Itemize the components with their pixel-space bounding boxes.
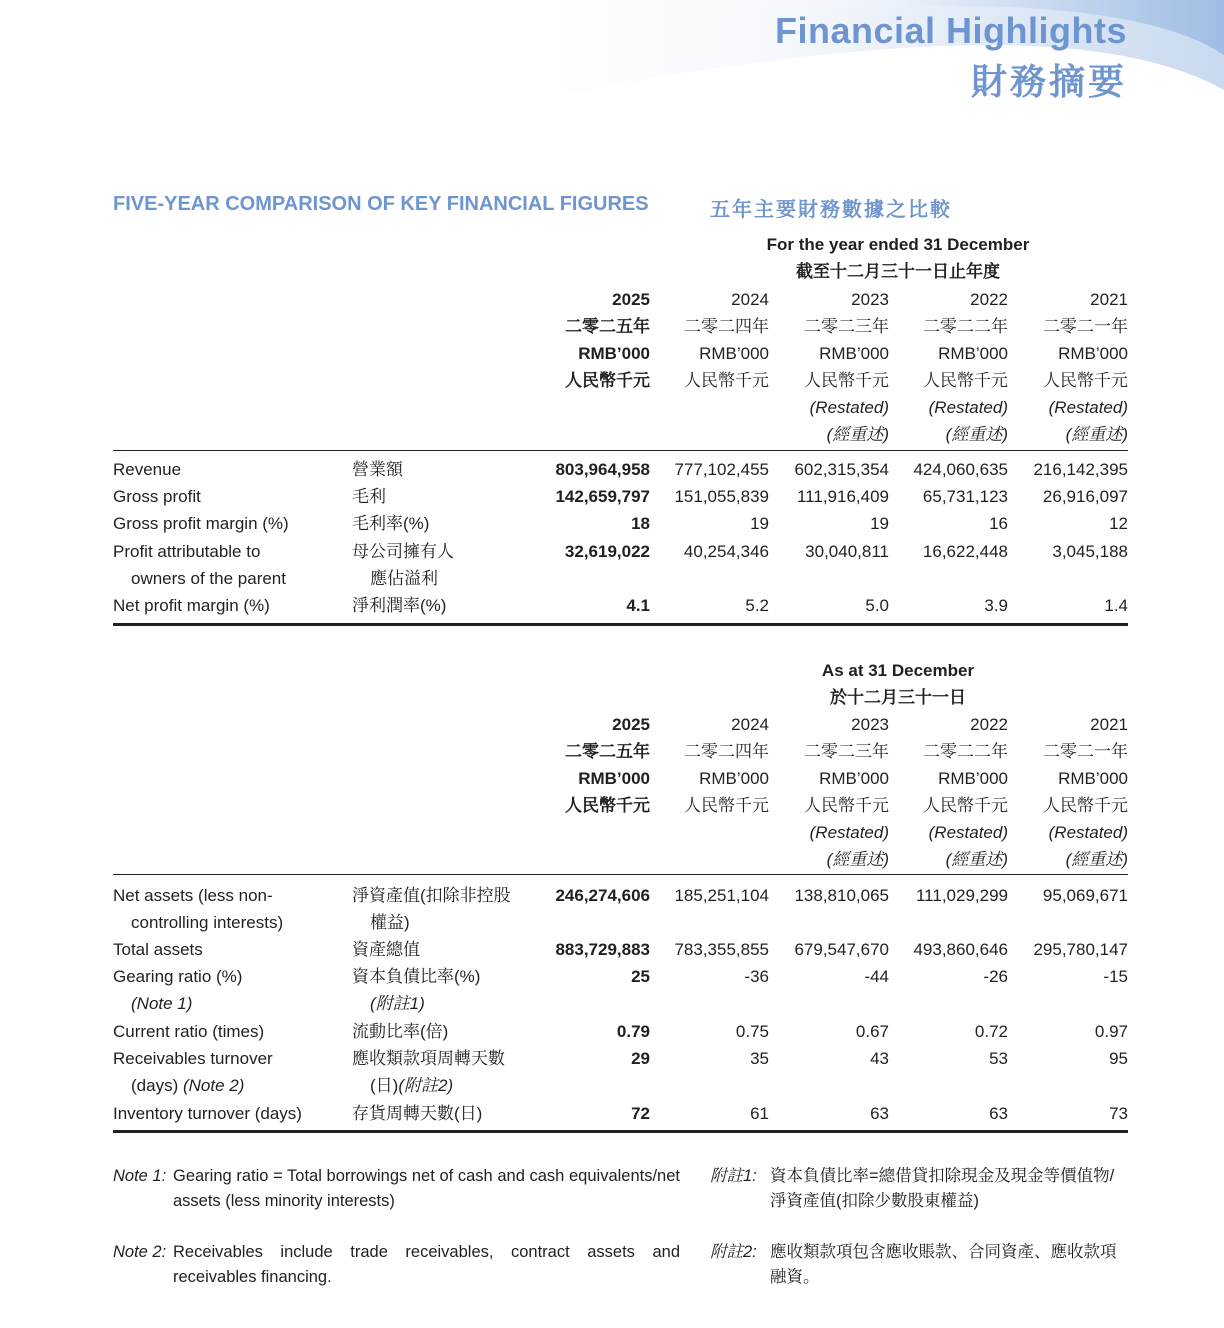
row-label-zh xyxy=(352,483,537,510)
row-label-zh xyxy=(352,538,537,592)
cell-value-2021: 95,069,671 xyxy=(1042,886,1128,905)
cell-value-2023: 30,040,811 xyxy=(805,542,889,561)
row-label-en xyxy=(113,1018,343,1045)
column-header-2023 xyxy=(770,286,889,448)
page-title-zh: 財務摘要 xyxy=(970,61,1127,102)
cell-value-2023: 0.67 xyxy=(855,1022,889,1041)
cell-value-2025: 142,659,797 xyxy=(555,487,650,506)
header-year-zh: 二零二四年 xyxy=(684,742,769,761)
page-title-en: Financial Highlights xyxy=(774,10,1127,51)
header-note-zh xyxy=(650,846,769,873)
note-text: Receivables include trade receivables, contract assets and receivables financing. xyxy=(173,1243,680,1286)
cell-value-2025: 29 xyxy=(631,1049,650,1068)
row-label-en xyxy=(113,882,343,936)
header-year: 2025 xyxy=(612,290,650,309)
cell-value-2023: 679,547,670 xyxy=(794,940,889,959)
row-label-note: (附註2) xyxy=(398,1076,454,1095)
header-year-zh: 二零二一年 xyxy=(1043,317,1128,336)
note-label: Note 1: xyxy=(113,1167,167,1185)
row-label-zh xyxy=(352,1018,537,1045)
row-label-continuation xyxy=(113,990,343,1017)
column-header-2021 xyxy=(1009,286,1128,448)
cell-value-2025: 803,964,958 xyxy=(555,460,650,479)
cell-value-2024: 5.2 xyxy=(745,596,769,615)
group-header-en: As at 31 December xyxy=(821,661,975,680)
header-unit: RMB’000 xyxy=(578,769,650,788)
column-header-2023 xyxy=(770,711,889,873)
header-note xyxy=(531,819,650,846)
header-unit: RMB’000 xyxy=(938,769,1008,788)
header-year-zh: 二零二三年 xyxy=(804,317,889,336)
header-year: 2023 xyxy=(851,715,889,734)
row-label-line: 流動比率(倍) xyxy=(352,1022,449,1041)
row-label-line: Revenue xyxy=(113,460,182,479)
header-rule xyxy=(113,450,1128,451)
header-unit: RMB’000 xyxy=(938,344,1008,363)
row-label-note: (Note 1) xyxy=(131,994,193,1013)
header-year: 2022 xyxy=(970,290,1008,309)
row-label-en xyxy=(113,538,343,592)
header-unit-zh: 人民幣千元 xyxy=(565,371,650,390)
cell-value-2022: 63 xyxy=(989,1104,1008,1123)
header-unit-zh: 人民幣千元 xyxy=(923,371,1008,390)
row-label-line: 權益) xyxy=(370,913,410,932)
header-year-zh: 二零二一年 xyxy=(1043,742,1128,761)
row-label-line: 存貨周轉天數(日) xyxy=(352,1104,483,1123)
row-label-line: 毛利率(%) xyxy=(352,514,430,533)
cell-value-2023: -44 xyxy=(864,967,889,986)
cell-value-2022: 16,622,448 xyxy=(922,542,1008,561)
row-label-zh xyxy=(352,1045,537,1099)
row-label-en xyxy=(113,483,343,510)
header-year-zh: 二零二五年 xyxy=(565,742,650,761)
row-label-en xyxy=(113,592,343,619)
header-note: (Restated) xyxy=(809,823,889,842)
row-label-line: Net assets (less non- xyxy=(113,886,273,905)
header-note-zh xyxy=(531,846,650,873)
header-unit: RMB’000 xyxy=(699,344,769,363)
row-label-line: 母公司擁有人 xyxy=(352,542,454,561)
cell-value-2024: 40,254,346 xyxy=(683,542,769,561)
cell-value-2023: 111,916,409 xyxy=(796,487,889,506)
row-label-line: 淨資產值(扣除非控股 xyxy=(352,886,511,905)
header-year-zh: 二零二二年 xyxy=(923,742,1008,761)
cell-value-2024: 185,251,104 xyxy=(674,886,769,905)
cell-value-2025: 883,729,883 xyxy=(555,940,650,959)
header-year-zh: 二零二三年 xyxy=(804,742,889,761)
row-label-en xyxy=(113,963,343,1017)
row-label-line: 資本負債比率(%) xyxy=(352,967,481,986)
cell-value-2021: 0.97 xyxy=(1094,1022,1128,1041)
header-year: 2024 xyxy=(731,290,769,309)
row-label-zh xyxy=(352,1100,537,1127)
cell-value-2024: -36 xyxy=(744,967,769,986)
cell-value-2023: 5.0 xyxy=(865,596,889,615)
header-note-zh: (經重述) xyxy=(1065,425,1128,444)
cell-value-2022: 16 xyxy=(989,514,1008,533)
header-year: 2024 xyxy=(731,715,769,734)
header-note-zh: (經重述) xyxy=(826,425,889,444)
cell-value-2022: 0.72 xyxy=(974,1022,1008,1041)
row-label-continuation xyxy=(352,1072,537,1099)
row-label-continuation xyxy=(352,909,537,936)
section-title-en: FIVE-YEAR COMPARISON OF KEY FINANCIAL FIGURES xyxy=(113,193,649,215)
cell-value-2022: 493,860,646 xyxy=(913,940,1008,959)
row-label-line: Gross profit xyxy=(113,487,201,506)
cell-value-2025: 72 xyxy=(631,1104,650,1123)
row-label-zh xyxy=(352,936,537,963)
header-note-zh: (經重述) xyxy=(1065,850,1128,869)
header-note: (Restated) xyxy=(928,823,1008,842)
bottom-rule xyxy=(113,623,1128,626)
column-header-2022 xyxy=(889,711,1008,873)
cell-value-2023: 602,315,354 xyxy=(794,460,889,479)
group-header-zh: 於十二月三十一日 xyxy=(830,688,966,707)
row-label-continuation xyxy=(113,909,343,936)
cell-value-2021: 26,916,097 xyxy=(1042,487,1128,506)
table-group-header xyxy=(668,231,1128,285)
row-label-line: Receivables turnover xyxy=(113,1049,273,1068)
cell-value-2024: 19 xyxy=(750,514,769,533)
row-label-line: Total assets xyxy=(113,940,203,959)
row-label-note: (附註1) xyxy=(370,994,425,1013)
row-label-continuation xyxy=(352,565,537,592)
row-label-line: 資產總值 xyxy=(352,940,420,959)
cell-value-2021: 1.4 xyxy=(1104,596,1128,615)
cell-value-2021: 95 xyxy=(1109,1049,1128,1068)
row-label-line: 應佔溢利 xyxy=(370,569,438,588)
header-note: (Restated) xyxy=(1048,398,1128,417)
header-note: (Restated) xyxy=(1048,823,1128,842)
cell-value-2025: 25 xyxy=(631,967,650,986)
note-1-en xyxy=(113,1164,680,1214)
cell-value-2021: 3,045,188 xyxy=(1052,542,1128,561)
row-label-line: 毛利 xyxy=(352,487,386,506)
header-year: 2023 xyxy=(851,290,889,309)
header-unit-zh: 人民幣千元 xyxy=(804,796,889,815)
header-unit-zh: 人民幣千元 xyxy=(684,796,769,815)
header-note-zh xyxy=(650,421,769,448)
row-label-line: Profit attributable to xyxy=(113,542,261,561)
header-unit: RMB’000 xyxy=(819,344,889,363)
header-note xyxy=(531,394,650,421)
cell-value-2021: 12 xyxy=(1109,514,1128,533)
header-unit: RMB’000 xyxy=(1058,769,1128,788)
header-unit-zh: 人民幣千元 xyxy=(684,371,769,390)
cell-value-2022: 65,731,123 xyxy=(922,487,1008,506)
header-year: 2021 xyxy=(1090,715,1128,734)
row-label-line: 營業額 xyxy=(352,460,403,479)
row-label-line: (日) xyxy=(370,1076,399,1095)
header-unit-zh: 人民幣千元 xyxy=(1043,371,1128,390)
column-header-2024 xyxy=(650,711,769,873)
row-label-note: (Note 2) xyxy=(182,1076,245,1095)
note-text: 應收類款項包含應收賬款、合同資產、應收款項融資。 xyxy=(770,1243,1117,1286)
cell-value-2025: 246,274,606 xyxy=(555,886,650,905)
group-header-zh: 截至十二月三十一日止年度 xyxy=(796,262,1000,281)
cell-value-2021: -15 xyxy=(1103,967,1128,986)
cell-value-2023: 63 xyxy=(870,1104,889,1123)
note-1-zh xyxy=(710,1164,1128,1214)
row-label-zh xyxy=(352,963,537,1017)
note-text: 資本負債比率=總借貸扣除現金及現金等價值物/淨資產值(扣除少數股東權益) xyxy=(770,1167,1115,1210)
header-unit: RMB’000 xyxy=(699,769,769,788)
header-year: 2025 xyxy=(612,715,650,734)
cell-value-2024: 151,055,839 xyxy=(674,487,769,506)
note-2-en xyxy=(113,1240,680,1290)
note-text: Gearing ratio = Total borrowings net of cash and cash equivalents/net assets (less minority interests) xyxy=(173,1167,680,1210)
bottom-rule xyxy=(113,1130,1128,1133)
cell-value-2023: 138,810,065 xyxy=(794,886,889,905)
header-note xyxy=(650,394,769,421)
column-header-2024 xyxy=(650,286,769,448)
header-year-zh: 二零二四年 xyxy=(684,317,769,336)
section-title-zh: 五年主要財務數據之比較 xyxy=(710,199,952,221)
row-label-zh xyxy=(352,456,537,483)
cell-value-2022: -26 xyxy=(983,967,1008,986)
header-unit-zh: 人民幣千元 xyxy=(804,371,889,390)
row-label-zh xyxy=(352,592,537,619)
row-label-line: (days) xyxy=(131,1076,183,1095)
row-label-line: 淨利潤率(%) xyxy=(352,596,447,615)
header-note-zh: (經重述) xyxy=(945,425,1008,444)
row-label-line: 應收類款項周轉天數 xyxy=(352,1049,505,1068)
column-header-2025 xyxy=(531,711,650,873)
header-unit-zh: 人民幣千元 xyxy=(565,796,650,815)
row-label-line: Current ratio (times) xyxy=(113,1022,265,1041)
cell-value-2022: 424,060,635 xyxy=(913,460,1008,479)
cell-value-2022: 3.9 xyxy=(984,596,1008,615)
row-label-en xyxy=(113,1100,343,1127)
cell-value-2024: 35 xyxy=(750,1049,769,1068)
cell-value-2025: 4.1 xyxy=(626,596,650,615)
cell-value-2022: 53 xyxy=(989,1049,1008,1068)
header-unit: RMB’000 xyxy=(819,769,889,788)
row-label-en xyxy=(113,1045,343,1099)
row-label-zh xyxy=(352,882,537,936)
header-note-zh: (經重述) xyxy=(945,850,1008,869)
cell-value-2025: 32,619,022 xyxy=(564,542,650,561)
note-label: 附註2: xyxy=(710,1243,757,1261)
cell-value-2021: 295,780,147 xyxy=(1033,940,1128,959)
row-label-line: owners of the parent xyxy=(131,569,286,588)
cell-value-2022: 111,029,299 xyxy=(915,886,1008,905)
cell-value-2024: 0.75 xyxy=(735,1022,769,1041)
header-unit-zh: 人民幣千元 xyxy=(923,796,1008,815)
cell-value-2025: 18 xyxy=(631,514,650,533)
header-note xyxy=(650,819,769,846)
header-note: (Restated) xyxy=(809,398,889,417)
header-year: 2022 xyxy=(970,715,1008,734)
note-label: 附註1: xyxy=(710,1167,757,1185)
header-year: 2021 xyxy=(1090,290,1128,309)
cell-value-2023: 19 xyxy=(870,514,889,533)
header-note-zh xyxy=(531,421,650,448)
row-label-line: Gearing ratio (%) xyxy=(113,967,243,986)
row-label-en xyxy=(113,936,343,963)
cell-value-2023: 43 xyxy=(870,1049,889,1068)
header-note-zh: (經重述) xyxy=(826,850,889,869)
header-unit: RMB’000 xyxy=(578,344,650,363)
cell-value-2024: 783,355,855 xyxy=(674,940,769,959)
row-label-en xyxy=(113,456,343,483)
column-header-2025 xyxy=(531,286,650,448)
header-unit: RMB’000 xyxy=(1058,344,1128,363)
header-year-zh: 二零二五年 xyxy=(565,317,650,336)
header-year-zh: 二零二二年 xyxy=(923,317,1008,336)
cell-value-2025: 0.79 xyxy=(616,1022,650,1041)
row-label-line: Inventory turnover (days) xyxy=(113,1104,302,1123)
header-note: (Restated) xyxy=(928,398,1008,417)
row-label-zh xyxy=(352,510,537,537)
group-header-en: For the year ended 31 December xyxy=(766,235,1030,254)
column-header-2021 xyxy=(1009,711,1128,873)
row-label-line: Net profit margin (%) xyxy=(113,596,270,615)
row-label-continuation xyxy=(352,990,537,1017)
note-label: Note 2: xyxy=(113,1243,167,1261)
cell-value-2024: 777,102,455 xyxy=(674,460,769,479)
row-label-en xyxy=(113,510,343,537)
row-label-continuation xyxy=(113,1072,343,1099)
cell-value-2021: 73 xyxy=(1109,1104,1128,1123)
note-2-zh xyxy=(710,1240,1128,1290)
row-label-line: Gross profit margin (%) xyxy=(113,514,289,533)
row-label-continuation xyxy=(113,565,343,592)
cell-value-2024: 61 xyxy=(750,1104,769,1123)
cell-value-2021: 216,142,395 xyxy=(1033,460,1128,479)
header-unit-zh: 人民幣千元 xyxy=(1043,796,1128,815)
table-group-header xyxy=(668,657,1128,711)
row-label-line: controlling interests) xyxy=(131,913,284,932)
column-header-2022 xyxy=(889,286,1008,448)
header-rule xyxy=(113,874,1128,875)
